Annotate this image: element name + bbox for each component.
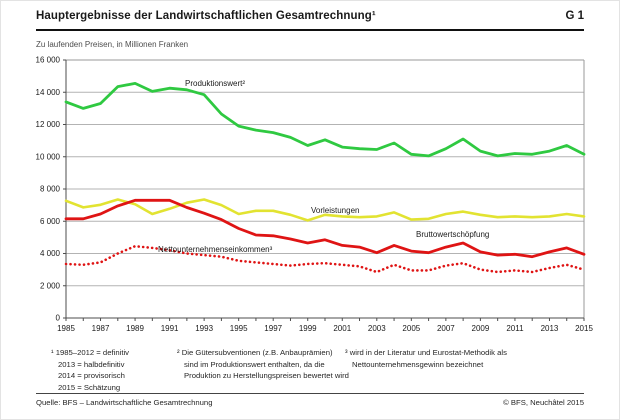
y-axis-tick-label: 4 000 bbox=[39, 249, 60, 258]
x-axis-tick-label: 2005 bbox=[402, 324, 421, 333]
x-axis-tick-label: 1999 bbox=[298, 324, 317, 333]
y-axis-tick-label: 10 000 bbox=[35, 152, 60, 162]
y-axis-tick-label: 12 000 bbox=[35, 120, 60, 129]
footnote-line: ² Die Gütersubventionen (z.B. Anbauprämien) bbox=[177, 348, 333, 357]
footnote-line: 2013 = halbdefinitiv bbox=[58, 359, 125, 369]
x-axis-tick-label: 2011 bbox=[506, 324, 524, 333]
footer-rule bbox=[36, 393, 584, 394]
series-label-produktionswert: Produktionswert² bbox=[185, 79, 246, 88]
footnote-line: 2014 = provisorisch bbox=[58, 371, 125, 381]
footnote-line: 2015 = Schätzung bbox=[58, 382, 121, 392]
line-chart bbox=[1, 1, 620, 341]
chart-subtitle: Zu laufenden Preisen, in Millionen Franken bbox=[36, 40, 189, 49]
y-axis-tick-label: 6 000 bbox=[39, 216, 60, 226]
footnote-line: ³ wird in der Literatur und Eurostat-Methodik als bbox=[345, 348, 507, 357]
x-axis-tick-label: 1995 bbox=[229, 324, 248, 333]
page-title: Hauptergebnisse der Landwirtschaftlichen Gesamtrechnung¹ bbox=[36, 10, 376, 22]
y-axis-tick-label: 16 000 bbox=[35, 55, 60, 65]
x-axis-tick-label: 2003 bbox=[367, 324, 386, 333]
footnote-line: sind im Produktionswert enthalten, da die bbox=[184, 359, 325, 369]
footnote-line: Nettounternehmensgewinn bezeichnet bbox=[352, 359, 484, 369]
y-axis-tick-label: 14 000 bbox=[35, 87, 60, 97]
y-axis-tick-label: 2 000 bbox=[39, 281, 60, 291]
source-text: Quelle: BFS – Landwirtschaftliche Gesamtrechnung bbox=[36, 398, 213, 407]
series-line-produktionswert bbox=[66, 83, 584, 155]
x-axis-tick-label: 2001 bbox=[333, 324, 352, 333]
x-axis-tick-label: 1985 bbox=[57, 324, 75, 333]
x-axis-tick-label: 2013 bbox=[540, 324, 559, 333]
footer bbox=[36, 398, 584, 407]
footnote-2 bbox=[177, 347, 349, 382]
x-axis-tick-label: 1987 bbox=[91, 324, 110, 333]
x-axis-tick-label: 1991 bbox=[160, 324, 179, 333]
y-axis-tick-label: 8 000 bbox=[39, 184, 60, 194]
y-axis-tick-label: 0 bbox=[55, 313, 60, 323]
x-axis-tick-label: 2015 bbox=[575, 324, 593, 333]
footnotes bbox=[1, 347, 620, 394]
footnote-line: ¹ 1985–2012 = definitiv bbox=[51, 348, 130, 357]
series-label-bruttowertschoepfung: Bruttowertschöpfung bbox=[416, 230, 490, 239]
footnote-line: Produktion zu Herstellungspreisen bewertet wird bbox=[184, 371, 349, 381]
footnote-3 bbox=[345, 347, 507, 370]
x-axis-tick-label: 2009 bbox=[471, 324, 490, 333]
series-label-nettounternehmenseinkommen: Nettounternehmenseinkommen³ bbox=[158, 245, 273, 254]
x-axis-tick-label: 1989 bbox=[126, 324, 144, 333]
copyright-text: © BFS, Neuchâtel 2015 bbox=[503, 398, 584, 407]
x-axis-tick-label: 2007 bbox=[436, 324, 455, 333]
series-label-vorleistungen: Vorleistungen bbox=[311, 206, 360, 215]
graph-id: G 1 bbox=[565, 10, 584, 22]
x-axis-tick-label: 1997 bbox=[264, 324, 283, 333]
series-line-nettounternehmenseinkommen bbox=[66, 246, 584, 272]
footnote-1 bbox=[51, 347, 129, 393]
x-axis-tick-label: 1993 bbox=[195, 324, 214, 333]
